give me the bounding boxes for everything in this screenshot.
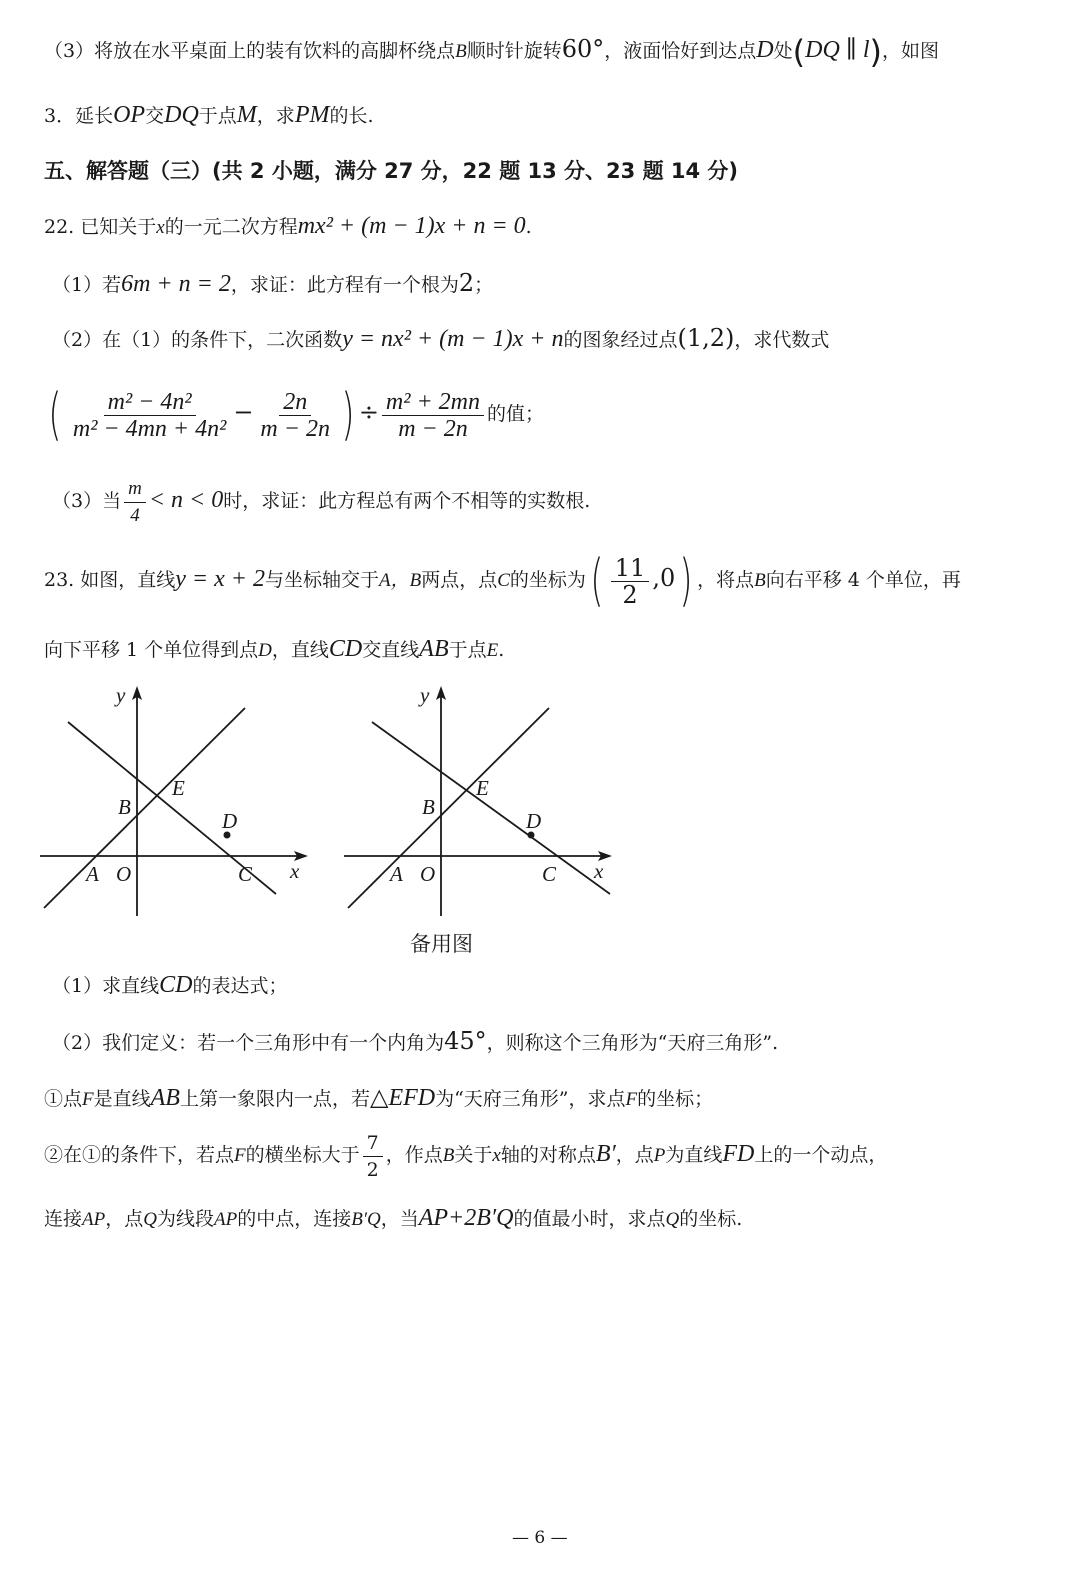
section-heading: 五、解答题（三）(共 2 小题，满分 27 分，22 题 13 分、23 题 14 分) bbox=[44, 159, 739, 183]
expr-fraction-1: $\frac{\text{m² − 4n²}}{\text{m² − 4mn + 4n²}}$ bbox=[72, 388, 227, 442]
coordinate-figure-backup bbox=[344, 680, 619, 920]
label-a: A bbox=[86, 862, 99, 886]
q23-part1: （1）求直线CD的表达式； bbox=[52, 972, 288, 998]
label-e: E bbox=[476, 776, 489, 800]
coord-fraction: $\frac{11}{2}$ bbox=[611, 555, 650, 608]
q23-stem-line2: 向下平移 1 个单位得到点D，直线CD交直线AB于点E. bbox=[44, 636, 505, 662]
page-number: — 6 — bbox=[512, 1528, 568, 1548]
c2-fraction: $\frac{7}{2}$ bbox=[363, 1130, 383, 1183]
q23-sub2-cont: 连接AP，点Q为线段AP的中点，连接B′Q，当AP+2B′Q的值最小时，求点Q的坐标. bbox=[44, 1205, 743, 1231]
p3-fraction: $\frac{m}{4}$ bbox=[124, 476, 146, 529]
q22-part2: （2）在（1）的条件下，二次函数y = nx² + (m − 1)x + n的图象经过点(1,2)，求代数式 bbox=[52, 324, 830, 352]
line-cd bbox=[372, 722, 610, 894]
label-o: O bbox=[116, 862, 132, 886]
q23-sub2: ②在①的条件下，若点F的横坐标大于 $\frac{7}{2}$ ，作点B关于x轴的对称点B′，点P为直线FD上的一个动点， bbox=[44, 1131, 888, 1181]
label-b: B bbox=[118, 795, 131, 819]
label-e: E bbox=[172, 776, 185, 800]
q23-sub1: ①点F是直线AB上第一象限内一点，若△EFD为“天府三角形”，求点F的坐标； bbox=[44, 1085, 714, 1111]
q22-expression: ( $\frac{\text{m² − 4n²}}{\text{m² − 4mn + 4n²}}$ − $\frac{2n}{m - 2n}$ ) ÷ $\frac{\text{m² + 2mn}}{m - 2n}$ 的值； bbox=[48, 382, 544, 447]
q23-stem-line1: 23. 如图，直线y = x + 2与坐标轴交于A，B两点，点C的坐标为( $\frac{11}{2}$ ,0) ，将点B向右平移 4 个单位，再 bbox=[44, 548, 961, 613]
label-d: D bbox=[526, 809, 542, 833]
q21-part3-line1: （3）将放在水平桌面上的装有饮料的高脚杯绕点B顺时针旋转60°，液面恰好到达点D处(DQ ∥ l)，如图 bbox=[44, 33, 940, 71]
q22-stem: 22. 已知关于x的一元二次方程mx² + (m − 1)x + n = 0. bbox=[44, 213, 532, 239]
line-ab bbox=[44, 708, 245, 908]
expr-fraction-2: $\frac{2n}{m - 2n}$ bbox=[260, 388, 330, 442]
q22-part3: （3）当 $\frac{m}{4}$ < n < 0时，求证：此方程总有两个不相等的实数根. bbox=[52, 470, 590, 531]
q22-part1: （1）若6m + n = 2，求证：此方程有一个根为2； bbox=[52, 269, 494, 297]
q21-part3-line2: 3．延长OP交DQ于点M，求PM的长. bbox=[44, 102, 374, 128]
expr-fraction-3: $\frac{\text{m² + 2mn}}{m - 2n}$ bbox=[382, 389, 484, 442]
label-x: x bbox=[290, 859, 300, 883]
q23-part2: （2）我们定义：若一个三角形中有一个内角为45°，则称这个三角形为“天府三角形”. bbox=[52, 1027, 779, 1055]
coordinate-figure-main bbox=[40, 680, 315, 920]
figure-caption: 备用图 bbox=[410, 932, 473, 956]
label-c: C bbox=[238, 862, 253, 886]
label-b: B bbox=[422, 795, 435, 819]
label-o: O bbox=[420, 862, 436, 886]
label-a: A bbox=[390, 862, 403, 886]
line-ab bbox=[348, 708, 549, 908]
label-c: C bbox=[542, 862, 557, 886]
label-y: y bbox=[116, 683, 126, 707]
label-d: D bbox=[222, 809, 238, 833]
label-x: x bbox=[594, 859, 604, 883]
label-y: y bbox=[420, 683, 430, 707]
